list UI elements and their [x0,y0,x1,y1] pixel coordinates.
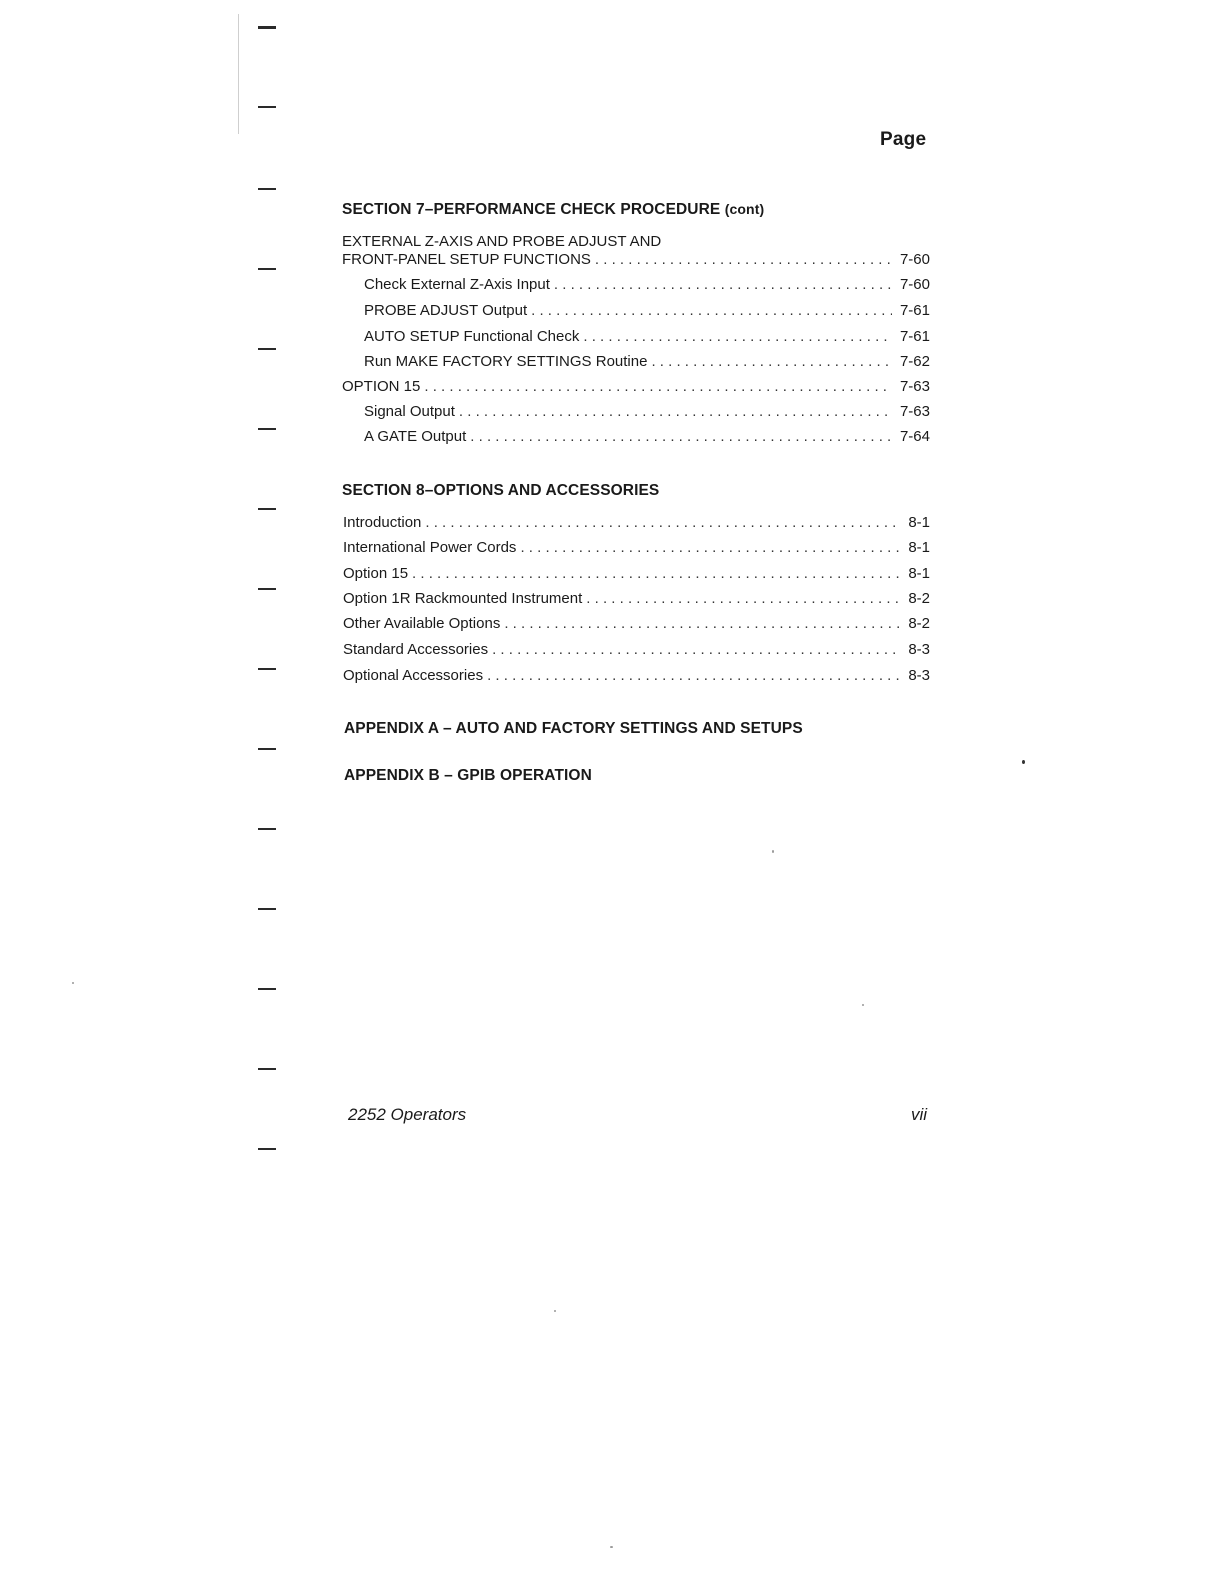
toc-entry [364,328,930,348]
toc-leader-dots [492,641,900,658]
toc-entry-title: Run MAKE FACTORY SETTINGS Routine [364,353,648,370]
toc-entry [364,302,930,322]
toc-leader-dots [651,353,892,370]
toc-entry-title: Check External Z-Axis Input [364,276,550,293]
binder-mark [258,988,276,990]
toc-entry [343,539,930,559]
toc-group-title-line: EXTERNAL Z-AXIS AND PROBE ADJUST AND [342,233,662,250]
toc-entry-title: FRONT-PANEL SETUP FUNCTIONS [342,251,591,268]
toc-entry-title: Other Available Options [343,615,501,632]
footer-manual-title: 2252 Operators [348,1105,467,1124]
binder-mark [258,508,276,510]
toc-entry-page: 7-63 [899,378,930,395]
section-7-heading [342,201,764,219]
toc-entry [364,403,930,423]
binder-mark [258,588,276,590]
toc-entry-title: International Power Cords [343,539,517,556]
page-column-label: Page [880,129,927,150]
toc-entry [343,615,930,635]
binder-mark [258,348,276,350]
toc-entry-page: 8-2 [908,615,930,632]
scan-speck [862,1004,864,1006]
binder-mark [258,1068,276,1070]
binder-mark [258,106,276,108]
toc-entry-page: 8-2 [908,590,930,607]
toc-entry-page: 7-61 [899,328,930,345]
binder-mark [258,748,276,750]
toc-entry-title: PROBE ADJUST Output [364,302,528,319]
toc-entry-page: 7-61 [899,302,930,319]
binder-mark [258,908,276,910]
binder-mark [258,188,276,190]
toc-entry-title: OPTION 15 [342,378,421,395]
toc-entry [364,428,930,448]
toc-entry [364,353,930,373]
toc-entry-title: A GATE Output [364,428,467,445]
toc-leader-dots [595,251,892,268]
toc-entry-title: AUTO SETUP Functional Check [364,328,580,345]
appendix-b-heading: APPENDIX B – GPIB OPERATION [344,767,592,784]
toc-leader-dots [531,302,892,319]
toc-entry-page: 7-60 [899,276,930,293]
toc-leader-dots [583,328,892,345]
binder-mark [258,668,276,670]
scan-speck [1022,760,1025,764]
toc-entry-page: 7-63 [899,403,930,420]
toc-entry-page: 7-62 [899,353,930,370]
toc-leader-dots [470,428,892,445]
toc-leader-dots [459,403,892,420]
scan-speck [554,1310,556,1312]
toc-entry [343,514,930,534]
scan-speck [610,1546,613,1548]
section-8-heading: SECTION 8–OPTIONS AND ACCESSORIES [342,482,660,499]
toc-entry-page: 8-3 [908,641,930,658]
binder-mark [258,1148,276,1150]
toc-leader-dots [504,615,900,632]
toc-entry [343,565,930,585]
scan-speck [72,982,74,984]
toc-entry [342,251,930,271]
toc-leader-dots [554,276,892,293]
toc-entry-page: 8-1 [908,565,930,582]
footer-page-number: vii [911,1105,928,1124]
binder-mark [258,26,276,29]
toc-entry-title: Optional Accessories [343,667,484,684]
toc-entry [343,641,930,661]
binder-edge-line [238,14,239,134]
toc-entry-page: 8-1 [908,539,930,556]
binder-mark [258,428,276,430]
section-7-heading-suffix: (cont) [724,201,765,217]
appendix-a-heading: APPENDIX A – AUTO AND FACTORY SETTINGS AND SETUPS [344,720,803,737]
toc-entry [364,276,930,296]
toc-leader-dots [424,378,892,395]
binder-mark [258,828,276,830]
section-7-heading-text: SECTION 7–PERFORMANCE CHECK PROCEDURE [342,201,721,218]
toc-entry-page: 8-3 [908,667,930,684]
binder-mark [258,268,276,270]
toc-entry-page: 8-1 [908,514,930,531]
toc-entry-title: Option 1R Rackmounted Instrument [343,590,583,607]
toc-entry [343,590,930,610]
toc-entry-title: Signal Output [364,403,455,420]
scan-speck [772,850,774,853]
toc-leader-dots [586,590,900,607]
toc-entry-page: 7-64 [899,428,930,445]
toc-entry-title: Standard Accessories [343,641,489,658]
toc-leader-dots [412,565,900,582]
toc-entry-page: 7-60 [899,251,930,268]
toc-leader-dots [487,667,900,684]
toc-entry [343,667,930,687]
toc-leader-dots [520,539,900,556]
toc-entry-title: Introduction [343,514,422,531]
toc-leader-dots [425,514,900,531]
toc-entry [342,378,930,398]
toc-entry-title: Option 15 [343,565,409,582]
